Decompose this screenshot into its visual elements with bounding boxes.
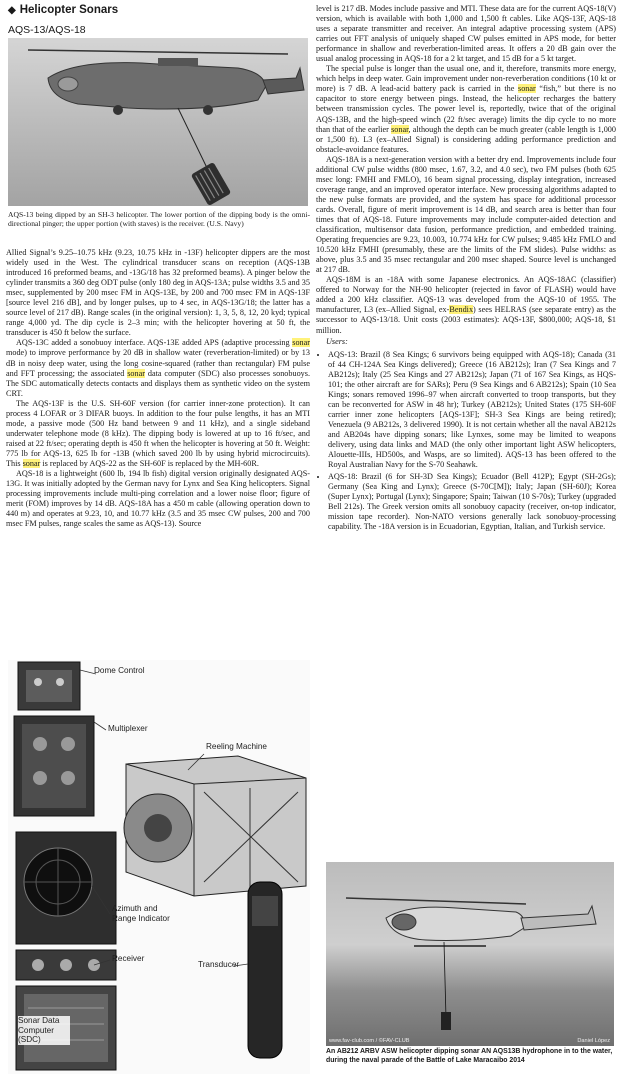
label-sonar-data-computer: Sonar Data Computer (SDC) bbox=[18, 1016, 70, 1045]
photo-credit-left: www.fav-club.com / ©FAV-CLUB bbox=[329, 1038, 410, 1044]
users-label: Users: bbox=[326, 336, 348, 346]
users-list-item: • AQS-18: Brazil (6 for SH-3D Sea Kings); Ecuador (Bell 412P); Egypt (SH-2Gs); Germany (Sea King and Lynx); Greece (S-70C[M]); Italy; Japan (SH-60J); Korea (Super Lynx); Portugal (Lynx); Singapore; Spain; Taiwan (10 S-70s); Turkey (upgraded Bell 212s). The Greek version omits all sonobuoy capacity (receiver, on-top indicator, mission tape recorder). Non-NATO versions generally lack sonobuoy-processing capability. The -18A version is in Ecuadorian, Egyptian, Italian, and Turkish service. bbox=[328, 472, 616, 532]
text-run: AQS-18M is an -18A with some Japanese electronics. An AQS-18AC (classifier) offered to Norway for the NH-90 helicopter (rejected in favor of FLASH) would have added a 200 kHz classifier. AQS-13 was developed from the AQS-10 of 1955. The manufacturer, L3 (ex–Allied Signal, ex- bbox=[316, 275, 616, 315]
text-run: data computer (SDC) also processes sonobuoys. The SDC automatically detects contacts and displays them as synthetic video on the system CRT. bbox=[6, 368, 310, 398]
highlighted-term: sonar bbox=[391, 124, 409, 134]
users-list bbox=[316, 350, 616, 533]
label-reeling-machine: Reeling Machine bbox=[206, 742, 267, 751]
highlighted-term: sonar bbox=[127, 368, 145, 378]
label-transducer: Transducer bbox=[198, 960, 240, 969]
section-title: Helicopter Sonars bbox=[19, 4, 119, 16]
paragraph-aqs18-cont: level is 217 dB. Modes include passive and MTI. These data are for the current AQS-18(V) version, which is available with both 1,000 and 1,500 ft cables. Like AQS-13F, AQS-18 uses a separate transmitter and receiver. An integral adaptive processing system (APS) carries out FFT analysis of uniquely shaped CW pulses emitted in APS mode, for better performance in shallow and reverberation-limited areas. It offers a 20 dB gain over the usual analog processing in AQS-18 for a 2 kt target, and 15 dB for a 5 kt target. bbox=[316, 4, 616, 64]
paragraph-special-pulse bbox=[316, 64, 616, 154]
sh3-helicopter-illustration bbox=[8, 38, 308, 206]
label-receiver: Receiver bbox=[112, 954, 145, 963]
text-run: , although the depth can be much greater (cable length is 1,000 or 1,500 ft). L3 (ex–Allied Signal) is considering adding performance prediction and obstacle-avoidance features. bbox=[316, 124, 616, 154]
page-header bbox=[8, 4, 118, 16]
sonar-components-illustration bbox=[8, 660, 310, 1074]
text-run: is replaced by AQS-22 as the SH-60F is replaced by the MH-60R. bbox=[40, 458, 259, 468]
paragraph-aqs18m bbox=[316, 275, 616, 335]
ab212-helicopter-photo bbox=[326, 862, 614, 1046]
text-run: ) sees HELRAS (see separate entry) as the successor to AQS-13/18. Unit costs (2003 estimates): AQS-13F, $800,000; AQS-18, $1 million. bbox=[316, 305, 616, 335]
sh3-dipping-photo bbox=[8, 38, 308, 206]
text-run: “fish,” but there is no capacitor to store energy between pings. Instead, the helicopter recharges the battery between transmission cycles. The power level is, reportedly, twice that of the original AQS-13B, and the high-speed winch (22 ft/sec average) limits the dip cycle to no more than that of the earlier bbox=[316, 84, 616, 134]
paragraph-aqs13c bbox=[6, 338, 310, 398]
ab212-helicopter-illustration bbox=[326, 862, 614, 1046]
photo1-caption: AQS-13 being dipped by an SH-3 helicopter. The lower portion of the dipping body is the omni-directional pinger; the upper portion (with staves) is the receiver. (U.S. Navy) bbox=[8, 210, 310, 229]
text-run: mode) to improve performance by 20 dB in shallow water (reverberation-limited) or by 13 dB in noisy deep water, using the long cosine-squared (rather than rectangular) FM pulse and FFT processing; the associated bbox=[6, 348, 310, 378]
label-dome-control: Dome Control bbox=[94, 666, 145, 675]
photo3-caption: An AB212 ARBV ASW helicopter dipping sonar AN AQS13B hydrophone in to the water, during the naval parade of the Battle of Lake Maracaibo 2014 bbox=[326, 1048, 613, 1064]
label-multiplexer: Multiplexer bbox=[108, 724, 148, 733]
article-subtitle: AQS-13/AQS-18 bbox=[8, 24, 86, 36]
highlighted-term: sonar bbox=[518, 84, 536, 94]
paragraph-intro: Allied Signal’s 9.25–10.75 kHz (9.23, 10.75 kHz in -13F) helicopter dippers are the most widely used in the West. The cylindrical transducer scans on reception (AQS-13B introduced 16 preformed beams, and -13G/18 has 32 preformed beams). A pinger below the cylinder transmits a 360 deg ODT pulse (only 180 deg in AQS-13A; pulse widths 3.5 and 35 msec, supplemented by 200 msec FM in AQS-13E, by 200 and 700 msec FM in AQS-13F [source level 216 dB], and by longer pulses, up to 4 sec, in AQS-13G/18; the latter has a source level of 217 dB). Range scales (in the original version): 1, 3, 5, 8, 12, 20 kyd; typical range 4,000 yd. The dip cycle is 2–3 min; with the helicopter hovering at 50 ft, the transducer is 450 ft below the surface. bbox=[6, 248, 310, 338]
label-azimuth-range-indicator: Azimuth and Range Indicator bbox=[112, 904, 170, 923]
text-run: The AQS-13F is the U.S. SH-60F version (for carrier inner-zone protection). It can process 4 LOFAR or 3 DIFAR buoys. In addition to the four pulse lengths, it has an MTI mode, a passive mode (500 Hz band between 9 and 11 kHz), and a single sideband underwater telephone mode (8 kHz). The dipping body is lowered at up to 16 ft/sec, and raised at 22 ft/sec; operating depth is 450 ft when the helicopter is hovering at 50 ft. Weight: 775 lb for AQS-13, 625 lb for -13B (which saved 200 lb by using hybrid microcircuits). This bbox=[6, 398, 310, 468]
text-run: AQS-13C added a sonobuoy interface. AQS-13E added APS (adaptive processing bbox=[16, 338, 293, 348]
section-marker: ◆ bbox=[8, 5, 16, 16]
paragraph-aqs18a: AQS-18A is a next-generation version with a better dry end. Improvements include four additional CW pulse widths (800 msec, 1.67, 3.2, and 4.0 sec), two FM pulses (both 625 msec long: FMHI and FMLO), 16 beam signal processing, display integration, increased coverage range, and an improved operator interface. New processing algorithms adapted to the new pulse formats are provided, and the system has space for additional processor cards. Overall, figure of merit improvement is 14 dB, and search area is better than four times that of AQS-18. Future improvements may include computer-aided detection and classification, multisensor data fusion, performance prediction, and embedded training. Operating frequencies are 9.23, 10.003, 10.774 kHz for CW pulses; 9.485 kHz FMLO and 10.520 kHz FMHI (presumably, these are the limits of the FM slides). Pulse widths: as above, plus 3.5 and 35 msec rectangular and 200 msec shaped. Source level is unchanged at 217 dB. bbox=[316, 154, 616, 275]
highlighted-term: sonar bbox=[22, 458, 41, 468]
right-column-text bbox=[316, 4, 616, 864]
highlighted-term: Bendix bbox=[449, 305, 474, 315]
equipment-diagram bbox=[8, 660, 310, 1074]
left-column-text bbox=[6, 248, 310, 656]
paragraph-aqs13f bbox=[6, 399, 310, 469]
text-run: The special pulse is longer than the usual one, and it, therefore, transmits more energy, which helps in deep water. Gain improvement under non-reverberation conditions (10 kt or more) is 7 dB. A lead-acid battery pack is carried in the bbox=[316, 64, 616, 94]
highlighted-term: sonar bbox=[292, 338, 310, 348]
users-list-item: • AQS-13: Brazil (8 Sea Kings; 6 survivors being equipped with AQS-18); Canada (31 of 44 CH-124A Sea Kings delivered); Greece (16 AB212s); Iran (7 Sea Kings and 7 AB212s); Italy (25 Sea Kings and 27 AB212s); Japan (71 of 167 Sea Kings, as HQS-101; the other aircraft are for SARs); Peru (9 Sea Kings and 6 AB212s); Spain (10 Sea Kings; sonars removed 1996–97 when aircraft converted to troop transports, but they can be reconverted for ASW in 48 hr); Turkey (AB212s); United States (175 SH-60F carrier inner zone helicopters [AQS-13F]; SH-3 Sea Kings are being retired); Venezuela (9 AB212s, 3 delivered 1990). It is not certain whether all the naval AB212s and AB204s have dipping sonars; like Lynxes, some may be limited to weapons delivery, using data links and MAD (the only other important light ASW helicopters, Alouette-IIIs, HD500s, and Wasps, are so limited). AQS-13 has been offered to the Royal Australian Navy for the S-70 Seahawk. bbox=[328, 350, 616, 471]
paragraph-aqs18: AQS-18 is a lightweight (600 lb, 194 lb fish) digital version originally designated AQS-13G. It was initially adopted by the German navy for Lynx and Sea King helicopters. Signal processing improvements include multi-ping correlation and a lower noise floor; figure of merit (FOM) improves by 14 dB. AQS-18A has a 450 m cable (allowing operation down to 440 m) and operates at 9.23, 10, and 10.77 kHz (3.5 and 35 msec CW pulses, 200 and 700 msec FM pulses, range scales the same as AQS-13). Source bbox=[6, 469, 310, 529]
photo-credit-right: Daniel López bbox=[577, 1038, 610, 1044]
